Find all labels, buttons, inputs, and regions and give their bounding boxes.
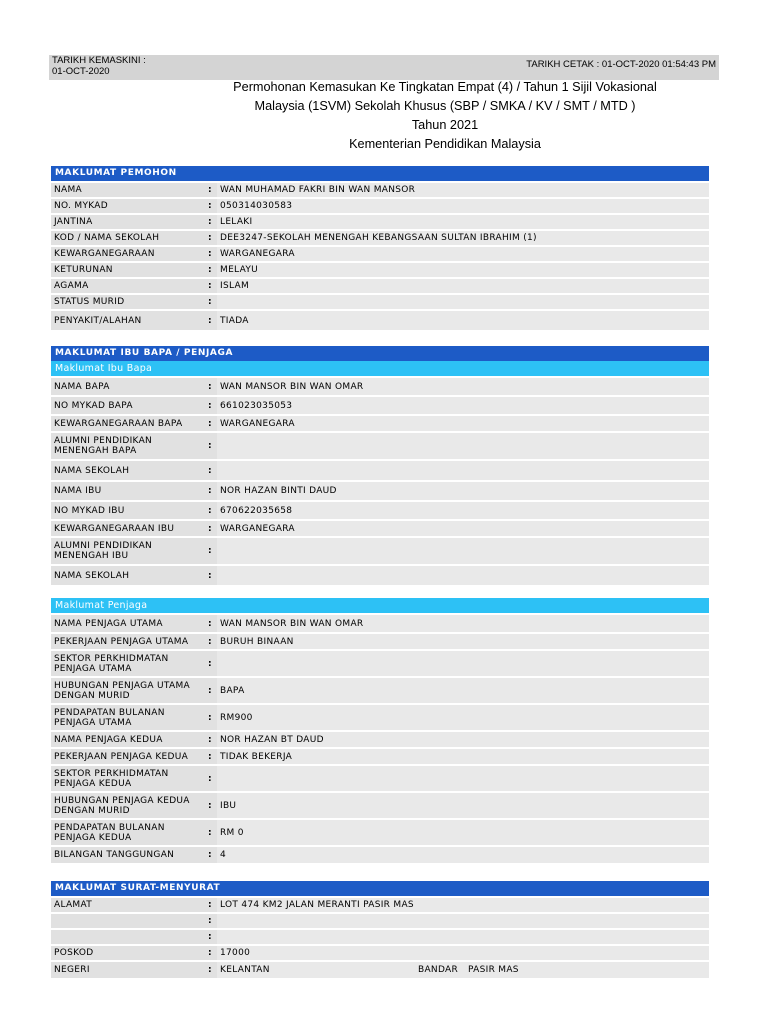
field-separator: : [208, 850, 212, 860]
field-label: KETURUNAN [54, 265, 113, 275]
field-label: NAMA BAPA [54, 381, 110, 392]
update-date-block [52, 55, 146, 77]
field-label: JANTINA [54, 217, 93, 227]
field-value: NOR HAZAN BINTI DAUD [217, 482, 709, 500]
field-separator: : [208, 381, 212, 392]
field-label: ALUMNI PENDIDIKAN MENENGAH IBU [54, 541, 153, 561]
field-value: LELAKI [217, 215, 709, 229]
field-separator: : [208, 523, 212, 534]
field-label: BILANGAN TANGGUNGAN [54, 850, 175, 860]
field-label: NAMA SEKOLAH [54, 465, 130, 476]
field-value: KELANTAN [217, 962, 709, 978]
table-row [51, 634, 709, 649]
field-label: AGAMA [54, 281, 89, 291]
title-line-1: Permohonan Kemasukan Ke Tingkatan Empat (4) / Tahun 1 Sijil Vokasional [233, 80, 657, 94]
table-row [51, 416, 709, 431]
field-separator: : [208, 827, 212, 838]
section-surat [51, 881, 709, 978]
table-row [51, 521, 709, 536]
table-row [51, 847, 709, 863]
field-separator: : [208, 505, 212, 516]
field-value: WAN MANSOR BIN WAN OMAR [217, 378, 709, 395]
field-value: BURUH BINAAN [217, 634, 709, 649]
field-label: SEKTOR PERKHIDMATAN PENJAGA UTAMA [54, 653, 169, 674]
field-label: KEWARGANEGARAAN IBU [54, 523, 175, 534]
field-separator: : [208, 546, 212, 556]
field-separator: : [208, 201, 212, 211]
field-separator: : [208, 281, 212, 291]
table-row [51, 930, 709, 944]
bandar-label: BANDAR [418, 965, 459, 975]
bandar-value: PASIR MAS [468, 965, 519, 975]
field-value: RM900 [217, 705, 709, 730]
page-title [190, 78, 700, 154]
field-label: STATUS MURID [54, 297, 125, 307]
field-value [217, 930, 709, 944]
field-value: RM 0 [217, 820, 709, 845]
field-label: NEGERI [54, 965, 90, 975]
table-row [51, 295, 709, 309]
field-label: NO. MYKAD [54, 201, 108, 211]
field-value: WAN MANSOR BIN WAN OMAR [217, 615, 709, 632]
title-line-3: Tahun 2021 [411, 118, 479, 132]
field-value [217, 295, 709, 309]
field-separator: : [208, 441, 212, 451]
field-value: 17000 [217, 946, 709, 960]
field-value: TIDAK BEKERJA [217, 749, 709, 764]
table-row [51, 183, 709, 197]
field-separator: : [208, 965, 212, 975]
field-separator: : [208, 685, 212, 696]
print-date: TARIKH CETAK : 01-OCT-2020 01:54:43 PM [526, 59, 716, 70]
section-ibubapa [51, 346, 709, 585]
field-separator: : [208, 800, 212, 811]
field-label: NAMA IBU [54, 486, 102, 496]
field-separator: : [208, 570, 212, 581]
field-separator: : [208, 751, 212, 762]
section-penjaga [51, 598, 709, 863]
field-separator: : [208, 916, 212, 926]
table-row [51, 397, 709, 414]
field-separator: : [208, 486, 212, 496]
field-label: NO MYKAD IBU [54, 505, 125, 516]
field-label [54, 930, 204, 944]
table-row [51, 433, 709, 459]
field-value: MELAYU [217, 263, 709, 277]
field-separator: : [208, 618, 212, 629]
subsection-heading-ibubapa: Maklumat Ibu Bapa [51, 361, 709, 376]
field-separator: : [208, 217, 212, 227]
field-value: DEE3247-SEKOLAH MENENGAH KEBANGSAAN SULTAN IBRAHIM (1) [217, 231, 709, 245]
field-value [217, 914, 709, 928]
field-value: 670622035658 [217, 502, 709, 519]
section-heading-pemohon: MAKLUMAT PEMOHON [51, 166, 709, 181]
field-value [217, 566, 709, 585]
field-value: NOR HAZAN BT DAUD [217, 732, 709, 747]
table-row [51, 502, 709, 519]
field-separator: : [208, 932, 212, 942]
table-row [51, 946, 709, 960]
table-row [51, 231, 709, 245]
field-value: WARGANEGARA [217, 521, 709, 536]
table-row [51, 566, 709, 585]
field-separator: : [208, 658, 212, 669]
header-bar [49, 55, 719, 80]
subsection-heading-penjaga: Maklumat Penjaga [51, 598, 709, 613]
field-label: ALAMAT [54, 900, 93, 910]
field-label: ALUMNI PENDIDIKAN MENENGAH BAPA [54, 436, 153, 456]
field-separator: : [208, 233, 212, 243]
table-row [51, 199, 709, 213]
table-row [51, 378, 709, 395]
table-row [51, 914, 709, 928]
table-row [51, 678, 709, 703]
field-value: TIADA [217, 311, 709, 330]
field-value [217, 651, 709, 676]
field-label: PENDAPATAN BULANAN PENJAGA KEDUA [54, 822, 165, 843]
field-label: HUBUNGAN PENJAGA KEDUA DENGAN MURID [54, 795, 190, 816]
table-row [51, 247, 709, 261]
field-separator: : [208, 948, 212, 958]
field-label [54, 914, 204, 928]
field-separator: : [208, 418, 212, 429]
table-row [51, 279, 709, 293]
field-value: LOT 474 KM2 JALAN MERANTI PASIR MAS [217, 898, 709, 912]
field-separator: : [208, 636, 212, 647]
field-value: BAPA [217, 678, 709, 703]
field-value [217, 461, 709, 480]
table-row [51, 705, 709, 730]
table-row [51, 482, 709, 500]
table-row [51, 793, 709, 818]
field-label: NAMA PENJAGA KEDUA [54, 734, 163, 745]
field-separator: : [208, 297, 212, 307]
field-label: KOD / NAMA SEKOLAH [54, 233, 160, 243]
field-separator: : [208, 315, 212, 326]
table-row [51, 263, 709, 277]
title-line-4: Kementerian Pendidikan Malaysia [349, 137, 541, 151]
field-value: WAN MUHAMAD FAKRI BIN WAN MANSOR [217, 183, 709, 197]
table-row [51, 766, 709, 791]
field-label: NAMA [54, 185, 83, 195]
field-label: NO MYKAD BAPA [54, 400, 133, 411]
update-date-value: 01-OCT-2020 [52, 66, 110, 77]
field-label: PENDAPATAN BULANAN PENJAGA UTAMA [54, 707, 165, 728]
section-heading-ibubapa: MAKLUMAT IBU BAPA / PENJAGA [51, 346, 709, 361]
field-label: KEWARGANEGARAAN BAPA [54, 418, 183, 429]
field-label: NAMA SEKOLAH [54, 570, 130, 581]
field-label: SEKTOR PERKHIDMATAN PENJAGA KEDUA [54, 768, 169, 789]
field-value: 4 [217, 847, 709, 863]
title-line-2: Malaysia (1SVM) Sekolah Khusus (SBP / SMKA / KV / SMT / MTD ) [254, 99, 636, 113]
field-label: PEKERJAAN PENJAGA UTAMA [54, 636, 189, 647]
field-value [217, 433, 709, 459]
field-value: WARGANEGARA [217, 416, 709, 431]
field-label: NAMA PENJAGA UTAMA [54, 618, 163, 629]
field-label: PEKERJAAN PENJAGA KEDUA [54, 751, 189, 762]
table-row [51, 215, 709, 229]
field-value: IBU [217, 793, 709, 818]
section-pemohon [51, 166, 709, 330]
field-separator: : [208, 900, 212, 910]
field-value [217, 538, 709, 564]
table-row [51, 615, 709, 632]
update-date-label: TARIKH KEMASKINI : [52, 55, 146, 66]
section-heading-surat: MAKLUMAT SURAT-MENYURAT [51, 881, 709, 896]
field-label: KEWARGANEGARAAN [54, 249, 155, 259]
field-separator: : [208, 773, 212, 784]
table-row [51, 461, 709, 480]
field-value: WARGANEGARA [217, 247, 709, 261]
field-label: PENYAKIT/ALAHAN [54, 315, 142, 326]
field-separator: : [208, 465, 212, 476]
table-row [51, 651, 709, 676]
table-row [51, 732, 709, 747]
table-row [51, 538, 709, 564]
field-label: POSKOD [54, 948, 94, 958]
field-separator: : [208, 249, 212, 259]
field-value: 050314030583 [217, 199, 709, 213]
field-separator: : [208, 185, 212, 195]
field-separator: : [208, 400, 212, 411]
field-label: HUBUNGAN PENJAGA UTAMA DENGAN MURID [54, 680, 190, 701]
field-value: 661023035053 [217, 397, 709, 414]
field-separator: : [208, 712, 212, 723]
table-row [51, 820, 709, 845]
field-separator: : [208, 265, 212, 275]
table-row [51, 962, 709, 978]
table-row [51, 749, 709, 764]
table-row [51, 898, 709, 912]
field-separator: : [208, 734, 212, 745]
field-value: ISLAM [217, 279, 709, 293]
field-value [217, 766, 709, 791]
table-row [51, 311, 709, 330]
